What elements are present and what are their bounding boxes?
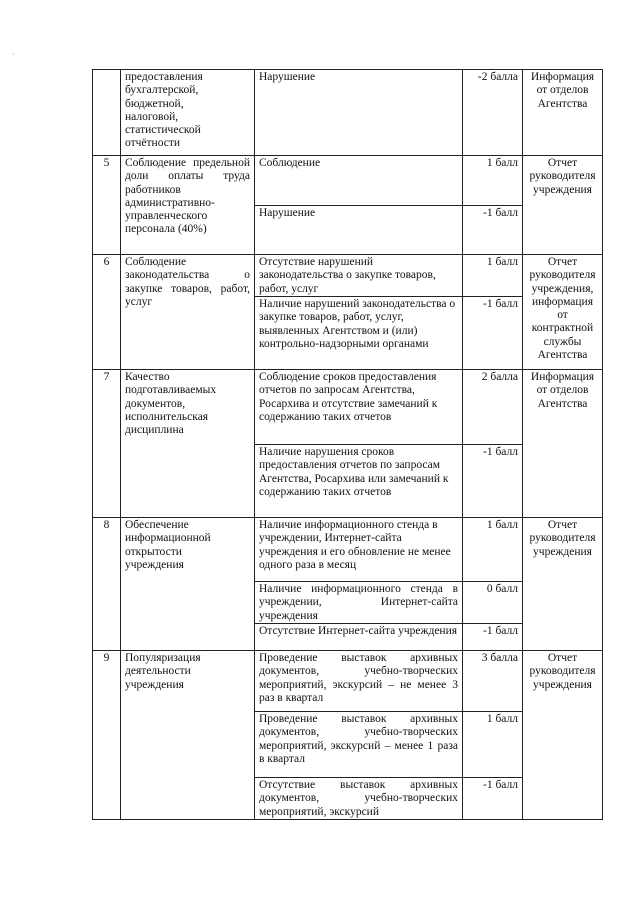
table-row	[93, 70, 603, 156]
source-cell	[523, 370, 603, 518]
score-cell	[463, 624, 523, 651]
table-row	[93, 518, 603, 582]
condition-text: Отсутствие нарушений законодательства о закупке товаров, работ, услуг	[259, 256, 436, 295]
condition-text: Наличие нарушения сроков предоставления отчетов по запросам Агентства, Росархива или замечаний к содержанию таких отчетов	[259, 446, 449, 498]
score-value: 3 балла	[481, 652, 518, 664]
table-row	[93, 651, 603, 712]
criterion-cell	[121, 255, 255, 370]
condition-text: Наличие информационного стенда в учреждении, Интернет-сайта учреждения и его обновление не менее одного раза в месяц	[259, 519, 451, 571]
score-value: -1 балл	[483, 625, 518, 637]
condition-cell	[255, 206, 463, 255]
source-text: Отчет руководителя учреждения	[529, 652, 596, 691]
source-cell	[523, 70, 603, 156]
row-number: 7	[103, 371, 110, 383]
row-number: 8	[103, 519, 110, 531]
criterion-text: Качество подготавливаемых документов, исполнительская дисциплина	[125, 371, 217, 437]
condition-text: Наличие информационного стенда в учреждении, Интернет-сайта учреждения	[259, 583, 458, 622]
criterion-cell	[121, 370, 255, 518]
condition-text: Нарушение	[259, 207, 316, 219]
score-value: 2 балла	[481, 371, 518, 383]
criterion-text: Соблюдение законодательства о закупке товаров, работ, услуг	[125, 256, 250, 308]
row-number-cell	[93, 370, 121, 518]
criterion-cell	[121, 70, 255, 156]
score-cell	[463, 518, 523, 582]
score-cell	[463, 370, 523, 445]
condition-cell	[255, 624, 463, 651]
score-cell	[463, 651, 523, 712]
condition-text: Наличие нарушений законодательства о закупке товаров, работ, услуг, выявленных Агентством и (или) контрольно-надзорными органами	[259, 298, 456, 350]
source-cell	[523, 255, 603, 370]
score-value: -2 балла	[477, 71, 518, 83]
score-value: 0 балл	[486, 583, 518, 595]
condition-text: Отсутствие Интернет-сайта учреждения	[259, 625, 458, 637]
condition-text: Соблюдение сроков предоставления отчетов по запросам Агентства, Росархива и отсутствие замечаний к содержанию таких отчетов	[259, 371, 438, 423]
score-value: 1 балл	[486, 157, 518, 169]
row-number: 6	[103, 256, 110, 268]
row-number-cell	[93, 70, 121, 156]
score-cell	[463, 156, 523, 206]
condition-cell	[255, 370, 463, 445]
row-number: 9	[103, 652, 110, 664]
score-value: -1 балл	[483, 779, 518, 791]
criterion-cell	[121, 518, 255, 651]
row-number: 5	[103, 157, 110, 169]
score-value: 1 балл	[486, 713, 518, 725]
condition-text: Отсутствие выставок архивных документов, учебно-творческих мероприятий, экскурсий	[259, 779, 458, 818]
source-cell	[523, 651, 603, 820]
score-cell	[463, 582, 523, 624]
criterion-cell	[121, 156, 255, 255]
condition-cell	[255, 70, 463, 156]
score-value: -1 балл	[483, 298, 518, 310]
condition-text: Проведение выставок архивных документов, учебно-творческих мероприятий, экскурсий – менее 1 раза в квартал	[259, 713, 458, 765]
condition-cell	[255, 156, 463, 206]
score-value: -1 балл	[483, 446, 518, 458]
row-number-cell	[93, 156, 121, 255]
score-value: 1 балл	[486, 519, 518, 531]
scan-mark: ·	[12, 50, 15, 59]
score-cell	[463, 70, 523, 156]
score-cell	[463, 255, 523, 297]
row-number-cell	[93, 518, 121, 651]
criterion-text: предоставления бухгалтерской, бюджетной, налоговой, статистической отчётности	[125, 71, 203, 150]
criterion-text: Популяризация деятельности учреждения	[125, 652, 201, 691]
source-text: Отчет руководителя учреждения, информация от контрактной службы Агентства	[529, 256, 596, 362]
condition-cell	[255, 255, 463, 297]
table-row	[93, 156, 603, 206]
condition-cell	[255, 445, 463, 518]
score-cell	[463, 778, 523, 820]
source-text: Отчет руководителя учреждения	[529, 519, 596, 558]
table-row	[93, 370, 603, 445]
condition-cell	[255, 651, 463, 712]
condition-text: Нарушение	[259, 71, 316, 83]
score-cell	[463, 712, 523, 778]
score-cell	[463, 297, 523, 370]
condition-text: Проведение выставок архивных документов, учебно-творческих мероприятий, экскурсий – не менее 3 раз в квартал	[259, 652, 458, 704]
source-cell	[523, 518, 603, 651]
source-text: Отчет руководителя учреждения	[529, 157, 596, 196]
score-cell	[463, 206, 523, 255]
criterion-text: Соблюдение предельной доли оплаты труда работников административно-управленческого персонала (40%)	[125, 157, 250, 236]
source-text: Информация от отделов Агентства	[530, 371, 595, 410]
row-number-cell	[93, 255, 121, 370]
condition-cell	[255, 297, 463, 370]
condition-cell	[255, 582, 463, 624]
score-cell	[463, 445, 523, 518]
criteria-table-body	[93, 70, 603, 820]
criterion-text: Обеспечение информационной открытости учреждения	[125, 519, 211, 571]
condition-cell	[255, 778, 463, 820]
condition-text: Соблюдение	[259, 157, 321, 169]
condition-cell	[255, 518, 463, 582]
row-number-cell	[93, 651, 121, 820]
source-cell	[523, 156, 603, 255]
table-row	[93, 255, 603, 297]
score-value: -1 балл	[483, 207, 518, 219]
source-text: Информация от отделов Агентства	[530, 71, 595, 110]
criteria-table	[92, 69, 603, 820]
condition-cell	[255, 712, 463, 778]
score-value: 1 балл	[486, 256, 518, 268]
criterion-cell	[121, 651, 255, 820]
